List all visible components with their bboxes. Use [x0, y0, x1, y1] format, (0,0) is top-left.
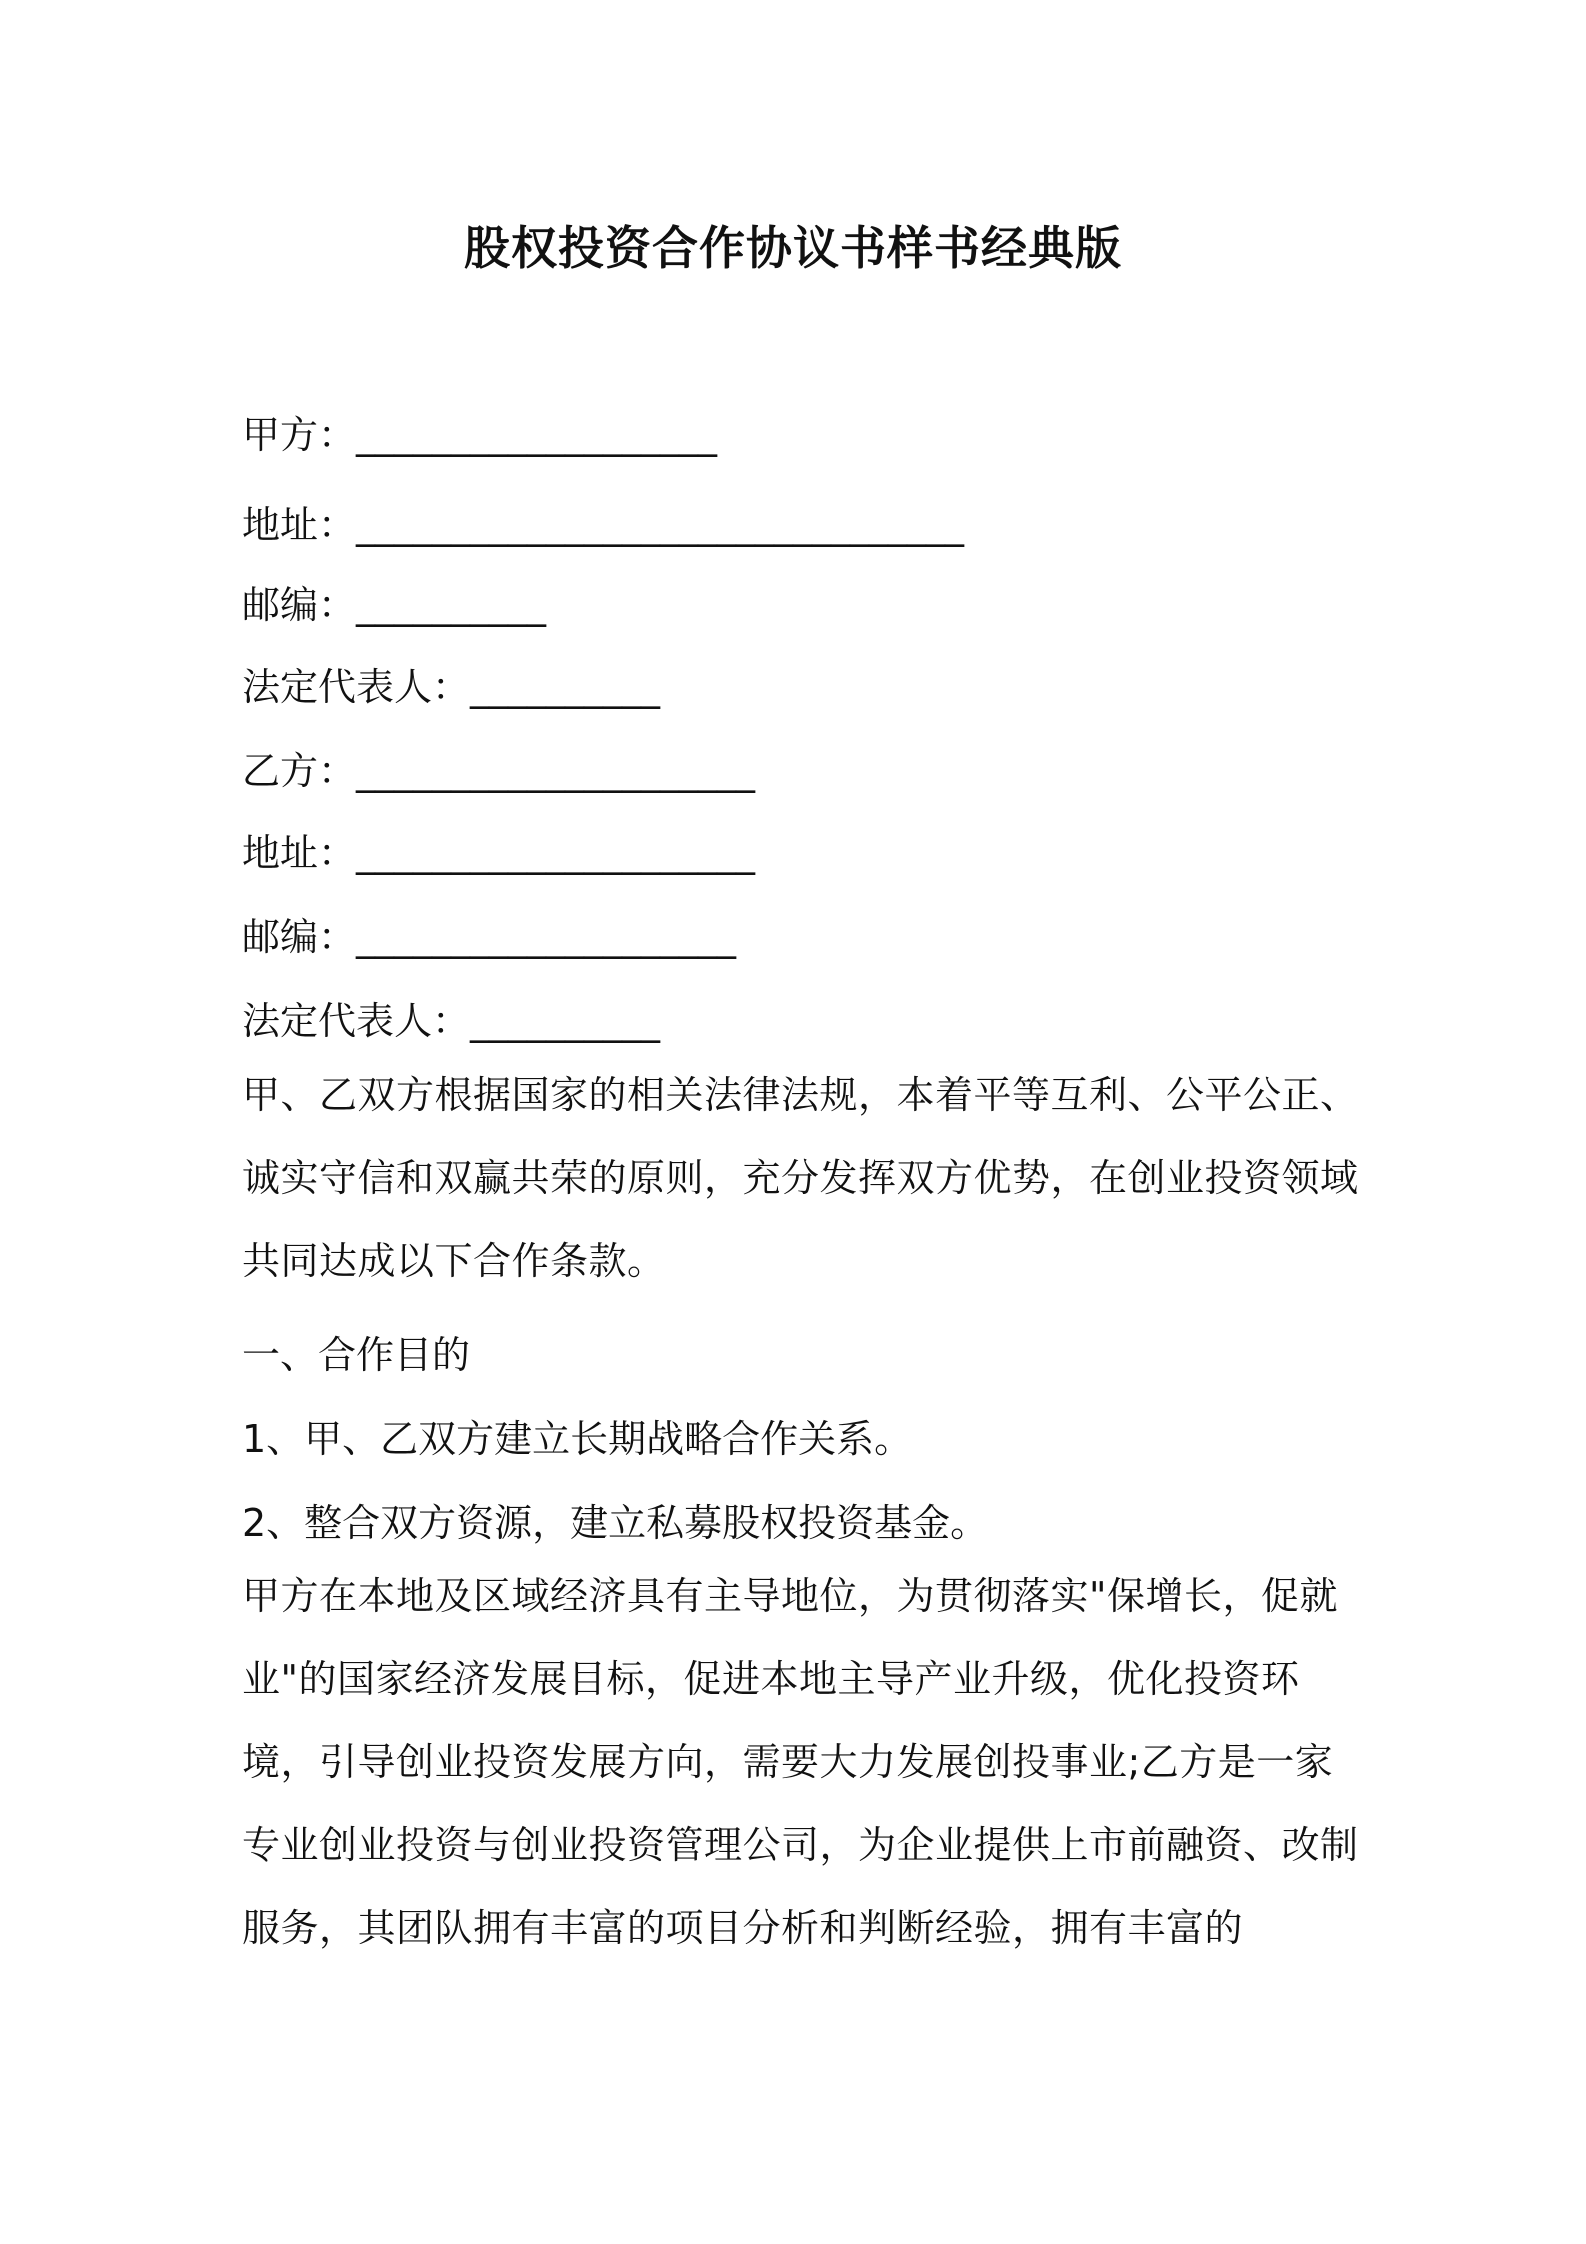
party-a-name-line: 甲方：___________________ — [242, 413, 718, 457]
party-a-address-line: 地址：________________________________ — [242, 503, 965, 547]
party-a-postcode-line: 邮编：__________ — [242, 583, 547, 627]
section-1-item-2: 2、整合双方资源，建立私募股权投资基金。 — [242, 1501, 989, 1545]
section-1-item-1: 1、甲、乙双方建立长期战略合作关系。 — [242, 1417, 913, 1461]
party-b-address-line: 地址：_____________________ — [242, 831, 756, 875]
intro-paragraph: 甲、乙双方根据国家的相关法律法规，本着平等互利、公平公正、诚实守信和双赢共荣的原则，充分发挥双方优势，在创业投资领域共同达成以下合作条款。 — [242, 1073, 1359, 1283]
party-b-postcode-line: 邮编：____________________ — [242, 915, 737, 959]
section-1-heading: 一、合作目的 — [242, 1333, 471, 1377]
party-a-representative-line: 法定代表人：__________ — [242, 665, 661, 709]
document-title: 股权投资合作协议书样书经典版 — [464, 221, 1122, 275]
party-b-representative-line: 法定代表人：__________ — [242, 999, 661, 1043]
body-paragraph: 甲方在本地及区域经济具有主导地位，为贯彻落实"保增长，促就业"的国家经济发展目标，促进本地主导产业升级，优化投资环境，引导创业投资发展方向，需要大力发展创投事业;乙方是一家专业创业投资与创业投资管理公司，为企业提供上市前融资、改制服务，其团队拥有丰富的项目分析和判断经验，拥有丰富的 — [242, 1574, 1359, 1950]
party-b-name-line: 乙方：_____________________ — [242, 749, 756, 793]
